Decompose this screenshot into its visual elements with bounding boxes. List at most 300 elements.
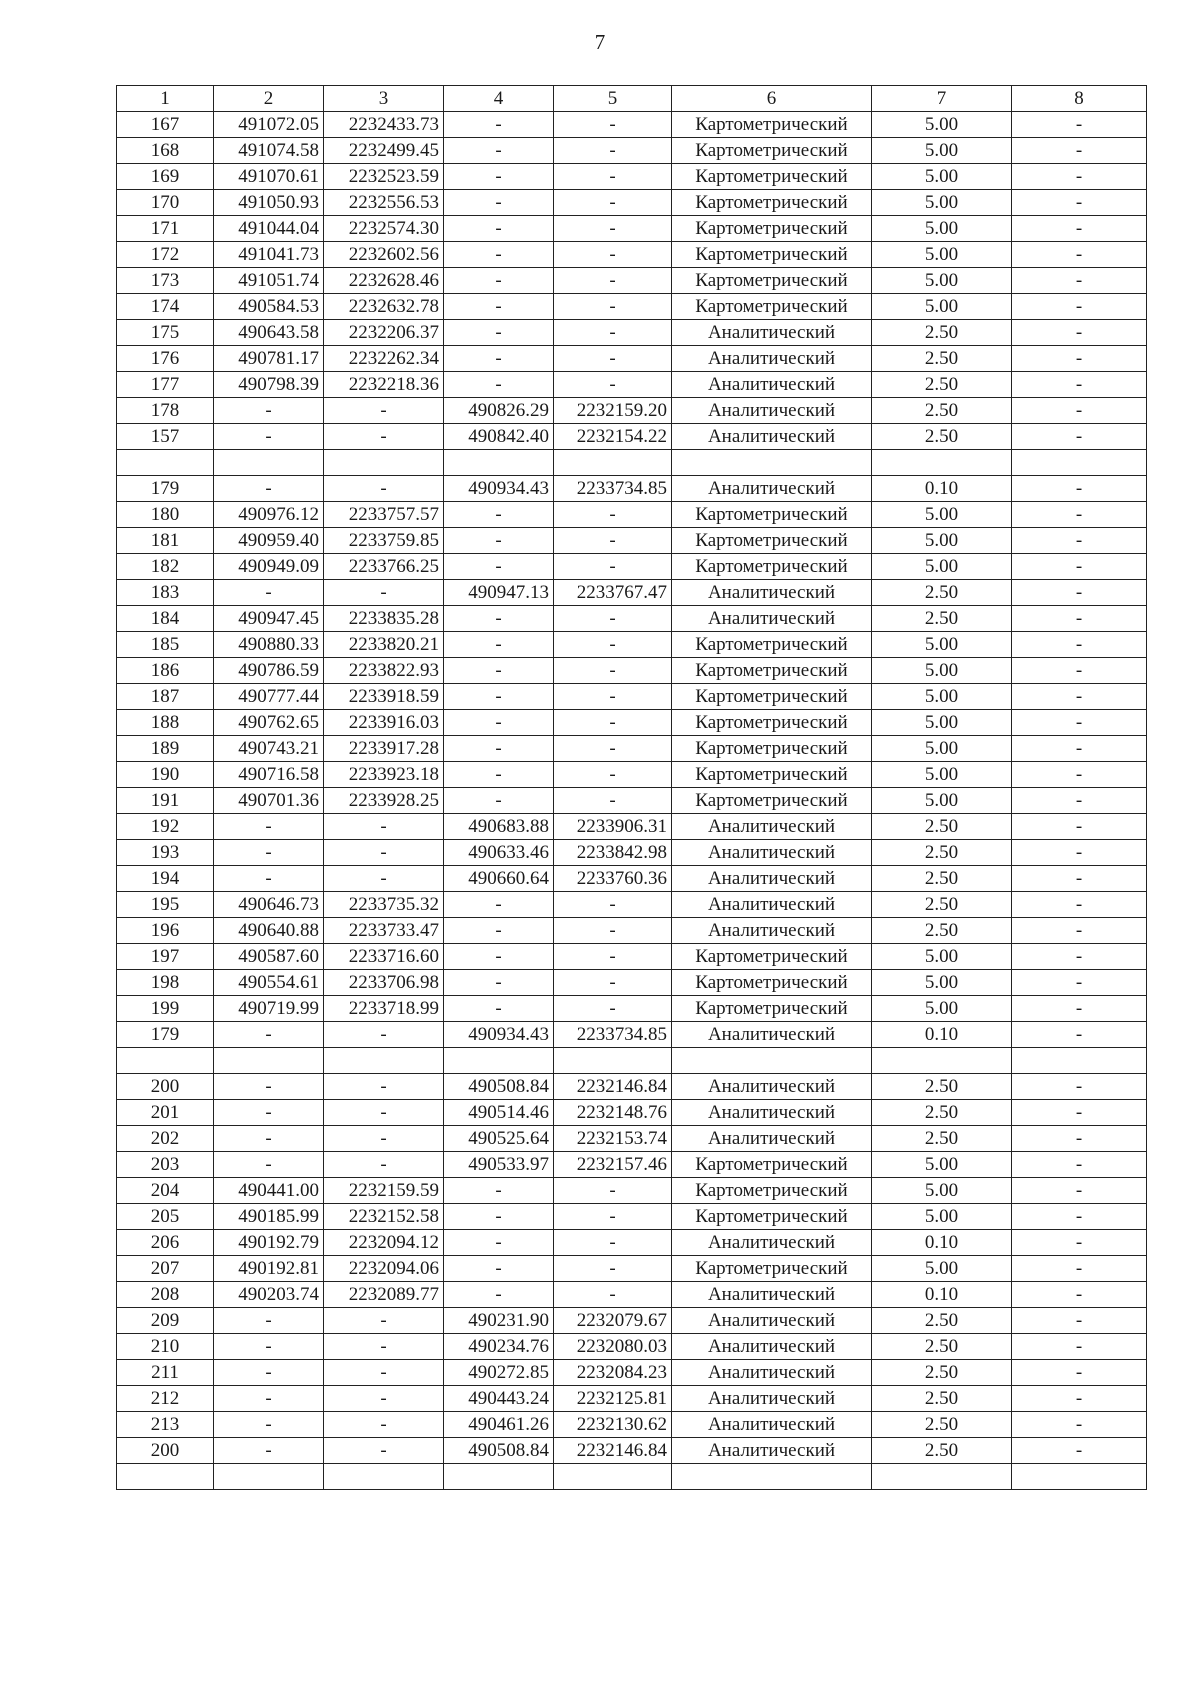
- table-cell: 5.00: [872, 528, 1012, 554]
- table-row: [117, 138, 1147, 164]
- table-cell: [1012, 1048, 1147, 1074]
- table-cell: 204: [117, 1178, 214, 1204]
- table-row: [117, 112, 1147, 138]
- table-row: [117, 398, 1147, 424]
- column-header-3: 3: [324, 86, 444, 112]
- table-row: [117, 372, 1147, 398]
- table-cell: 2.50: [872, 1412, 1012, 1438]
- table-cell: 490781.17: [214, 346, 324, 372]
- table-cell: -: [324, 866, 444, 892]
- column-header-7: 7: [872, 86, 1012, 112]
- table-cell: Картометрический: [672, 632, 872, 658]
- table-cell: -: [444, 216, 554, 242]
- table-cell: 2232632.78: [324, 294, 444, 320]
- table-cell: -: [1012, 684, 1147, 710]
- table-cell: Картометрический: [672, 528, 872, 554]
- table-cell: 2232159.20: [554, 398, 672, 424]
- table-cell: 490514.46: [444, 1100, 554, 1126]
- table-cell: -: [1012, 346, 1147, 372]
- table-cell: -: [444, 892, 554, 918]
- table-row: [117, 554, 1147, 580]
- table-cell: -: [214, 1360, 324, 1386]
- table-cell: -: [554, 268, 672, 294]
- table-cell: -: [214, 580, 324, 606]
- table-cell: 490949.09: [214, 554, 324, 580]
- table-cell: 2232079.67: [554, 1308, 672, 1334]
- table-cell: 490633.46: [444, 840, 554, 866]
- table-cell: -: [214, 1022, 324, 1048]
- table-cell: -: [1012, 710, 1147, 736]
- table-cell: 2232146.84: [554, 1438, 672, 1464]
- table-cell: [117, 1048, 214, 1074]
- table-cell: 2232602.56: [324, 242, 444, 268]
- table-row: [117, 580, 1147, 606]
- table-row: [117, 1386, 1147, 1412]
- table-cell: 5.00: [872, 658, 1012, 684]
- table-cell: Аналитический: [672, 1412, 872, 1438]
- table-cell: [444, 1048, 554, 1074]
- table-cell: -: [214, 840, 324, 866]
- table-cell: Аналитический: [672, 606, 872, 632]
- table-cell: -: [444, 320, 554, 346]
- table-cell: 2233706.98: [324, 970, 444, 996]
- table-cell: Аналитический: [672, 1126, 872, 1152]
- table-cell: [672, 450, 872, 476]
- column-header-5: 5: [554, 86, 672, 112]
- table-cell: -: [1012, 372, 1147, 398]
- table-row: [117, 1074, 1147, 1100]
- table-cell: -: [1012, 866, 1147, 892]
- table-cell: Аналитический: [672, 1308, 872, 1334]
- table-cell: 2233918.59: [324, 684, 444, 710]
- table-cell: 212: [117, 1386, 214, 1412]
- table-cell: 490716.58: [214, 762, 324, 788]
- table-cell: -: [444, 112, 554, 138]
- table-row: [117, 1282, 1147, 1308]
- table-cell: 211: [117, 1360, 214, 1386]
- table-cell: 2233842.98: [554, 840, 672, 866]
- table-cell: -: [554, 710, 672, 736]
- table-cell: -: [554, 918, 672, 944]
- table-row: [117, 658, 1147, 684]
- table-cell: Картометрический: [672, 684, 872, 710]
- table-cell: -: [1012, 1412, 1147, 1438]
- table-cell: Картометрический: [672, 944, 872, 970]
- table-row: [117, 1412, 1147, 1438]
- table-cell: 2233906.31: [554, 814, 672, 840]
- table-cell: 5.00: [872, 1152, 1012, 1178]
- table-cell: 179: [117, 476, 214, 502]
- table-cell: 2233760.36: [554, 866, 672, 892]
- table-row: [117, 866, 1147, 892]
- table-cell: 2233757.57: [324, 502, 444, 528]
- table-row: [117, 502, 1147, 528]
- table-cell: 213: [117, 1412, 214, 1438]
- table-cell: -: [1012, 528, 1147, 554]
- table-cell: -: [324, 1022, 444, 1048]
- table-cell: -: [444, 1256, 554, 1282]
- table-cell: -: [324, 1152, 444, 1178]
- table-cell: 2.50: [872, 814, 1012, 840]
- table-cell: -: [554, 684, 672, 710]
- table-cell: [872, 1464, 1012, 1490]
- table-cell: -: [554, 138, 672, 164]
- table-row: [117, 1308, 1147, 1334]
- table-row: [117, 320, 1147, 346]
- table-cell: -: [444, 970, 554, 996]
- table-cell: 196: [117, 918, 214, 944]
- table-cell: 491070.61: [214, 164, 324, 190]
- table-cell: 5.00: [872, 684, 1012, 710]
- table-cell: -: [554, 242, 672, 268]
- table-cell: [444, 450, 554, 476]
- table-cell: 2.50: [872, 398, 1012, 424]
- table-cell: Картометрический: [672, 788, 872, 814]
- column-header-2: 2: [214, 86, 324, 112]
- table-cell: 490743.21: [214, 736, 324, 762]
- table-row: [117, 788, 1147, 814]
- table-cell: 168: [117, 138, 214, 164]
- table-cell: -: [554, 970, 672, 996]
- table-cell: Картометрический: [672, 1152, 872, 1178]
- table-cell: -: [554, 632, 672, 658]
- table-cell: 2.50: [872, 1386, 1012, 1412]
- table-cell: Картометрический: [672, 164, 872, 190]
- table-cell: -: [214, 1074, 324, 1100]
- column-header-6: 6: [672, 86, 872, 112]
- table-cell: 2233928.25: [324, 788, 444, 814]
- table-cell: 2232089.77: [324, 1282, 444, 1308]
- table-cell: -: [1012, 632, 1147, 658]
- table-cell: 2.50: [872, 840, 1012, 866]
- table-cell: -: [1012, 892, 1147, 918]
- table-cell: -: [554, 164, 672, 190]
- table-cell: Аналитический: [672, 346, 872, 372]
- table-cell: [672, 1464, 872, 1490]
- table-cell: Картометрический: [672, 970, 872, 996]
- table-cell: 5.00: [872, 710, 1012, 736]
- table-cell: 2232433.73: [324, 112, 444, 138]
- table-cell: -: [1012, 1438, 1147, 1464]
- table-cell: -: [1012, 814, 1147, 840]
- table-cell: Картометрический: [672, 190, 872, 216]
- table-cell: -: [214, 1126, 324, 1152]
- table-cell: -: [1012, 736, 1147, 762]
- table-row: [117, 814, 1147, 840]
- table-cell: 491050.93: [214, 190, 324, 216]
- table-cell: 2233718.99: [324, 996, 444, 1022]
- table-cell: Картометрический: [672, 242, 872, 268]
- table-cell: -: [1012, 1100, 1147, 1126]
- table-cell: 5.00: [872, 762, 1012, 788]
- table-cell: [554, 1464, 672, 1490]
- table-cell: -: [1012, 840, 1147, 866]
- table-cell: 190: [117, 762, 214, 788]
- table-row: [117, 1438, 1147, 1464]
- table-cell: 2.50: [872, 892, 1012, 918]
- table-cell: [324, 1464, 444, 1490]
- table-cell: Аналитический: [672, 424, 872, 450]
- table-cell: Аналитический: [672, 1100, 872, 1126]
- table-cell: 490646.73: [214, 892, 324, 918]
- table-cell: -: [444, 528, 554, 554]
- table-cell: -: [554, 216, 672, 242]
- table-cell: 2.50: [872, 320, 1012, 346]
- table-cell: -: [554, 1230, 672, 1256]
- table-cell: -: [1012, 242, 1147, 268]
- table-cell: -: [554, 528, 672, 554]
- table-row: [117, 1100, 1147, 1126]
- table-cell: -: [1012, 424, 1147, 450]
- table-cell: 490192.81: [214, 1256, 324, 1282]
- table-cell: 5.00: [872, 788, 1012, 814]
- table-cell: 5.00: [872, 632, 1012, 658]
- table-cell: 2232262.34: [324, 346, 444, 372]
- table-cell: Аналитический: [672, 580, 872, 606]
- table-cell: Картометрический: [672, 294, 872, 320]
- table-cell: -: [444, 372, 554, 398]
- table-cell: 210: [117, 1334, 214, 1360]
- table-cell: -: [214, 1100, 324, 1126]
- blank-separator-row: [117, 1464, 1147, 1490]
- table-cell: -: [554, 606, 672, 632]
- table-cell: 490701.36: [214, 788, 324, 814]
- table-cell: Аналитический: [672, 1386, 872, 1412]
- table-cell: 2232628.46: [324, 268, 444, 294]
- table-cell: 157: [117, 424, 214, 450]
- table-cell: Аналитический: [672, 372, 872, 398]
- table-cell: 2.50: [872, 372, 1012, 398]
- table-cell: -: [1012, 580, 1147, 606]
- table-row: [117, 710, 1147, 736]
- table-cell: -: [1012, 1126, 1147, 1152]
- table-cell: 490842.40: [444, 424, 554, 450]
- table-cell: 490231.90: [444, 1308, 554, 1334]
- table-cell: -: [444, 164, 554, 190]
- table-cell: 2232130.62: [554, 1412, 672, 1438]
- table-row: [117, 762, 1147, 788]
- table-cell: -: [1012, 996, 1147, 1022]
- table-cell: 2232152.58: [324, 1204, 444, 1230]
- table-cell: -: [214, 814, 324, 840]
- table-cell: [324, 1048, 444, 1074]
- table-cell: 2232084.23: [554, 1360, 672, 1386]
- table-cell: -: [214, 476, 324, 502]
- table-cell: 490203.74: [214, 1282, 324, 1308]
- table-cell: -: [324, 398, 444, 424]
- table-cell: 490947.45: [214, 606, 324, 632]
- table-row: [117, 1126, 1147, 1152]
- table-cell: -: [1012, 138, 1147, 164]
- table-cell: 490643.58: [214, 320, 324, 346]
- table-cell: [872, 1048, 1012, 1074]
- table-cell: -: [554, 346, 672, 372]
- table-cell: 202: [117, 1126, 214, 1152]
- table-row: [117, 632, 1147, 658]
- table-cell: -: [444, 502, 554, 528]
- table-cell: 2233735.32: [324, 892, 444, 918]
- table-cell: 0.10: [872, 476, 1012, 502]
- table-cell: -: [1012, 606, 1147, 632]
- table-cell: 2232574.30: [324, 216, 444, 242]
- table-cell: -: [554, 502, 672, 528]
- table-cell: -: [554, 1178, 672, 1204]
- table-cell: Картометрический: [672, 216, 872, 242]
- table-body: [117, 112, 1147, 1490]
- table-cell: -: [554, 372, 672, 398]
- table-cell: -: [554, 112, 672, 138]
- table-cell: 5.00: [872, 138, 1012, 164]
- blank-separator-row: [117, 1048, 1147, 1074]
- table-cell: Картометрический: [672, 112, 872, 138]
- table-cell: 208: [117, 1282, 214, 1308]
- table-cell: 181: [117, 528, 214, 554]
- table-cell: 2232159.59: [324, 1178, 444, 1204]
- table-row: [117, 944, 1147, 970]
- table-cell: -: [1012, 294, 1147, 320]
- table-cell: -: [324, 1412, 444, 1438]
- table-cell: [444, 1464, 554, 1490]
- table-row: [117, 684, 1147, 710]
- table-cell: 2233716.60: [324, 944, 444, 970]
- table-cell: 2233759.85: [324, 528, 444, 554]
- table-cell: -: [444, 1230, 554, 1256]
- table-cell: 179: [117, 1022, 214, 1048]
- table-cell: 2232556.53: [324, 190, 444, 216]
- table-cell: 2232218.36: [324, 372, 444, 398]
- table-cell: 490660.64: [444, 866, 554, 892]
- table-row: [117, 1360, 1147, 1386]
- table-cell: -: [214, 1334, 324, 1360]
- table-cell: -: [1012, 112, 1147, 138]
- table-cell: -: [444, 632, 554, 658]
- table-cell: 490777.44: [214, 684, 324, 710]
- table-cell: -: [444, 736, 554, 762]
- table-cell: 490584.53: [214, 294, 324, 320]
- table-row: [117, 424, 1147, 450]
- table-cell: -: [554, 996, 672, 1022]
- table-cell: 201: [117, 1100, 214, 1126]
- table-cell: 2232157.46: [554, 1152, 672, 1178]
- table-cell: -: [324, 1334, 444, 1360]
- table-cell: 490508.84: [444, 1438, 554, 1464]
- table-cell: [554, 450, 672, 476]
- table-cell: -: [444, 918, 554, 944]
- table-cell: Аналитический: [672, 866, 872, 892]
- column-header-1: 1: [117, 86, 214, 112]
- table-cell: -: [1012, 1230, 1147, 1256]
- table-row: [117, 1152, 1147, 1178]
- table-cell: -: [1012, 658, 1147, 684]
- table-row: [117, 190, 1147, 216]
- table-cell: 2232206.37: [324, 320, 444, 346]
- table-cell: 490640.88: [214, 918, 324, 944]
- blank-separator-row: [117, 450, 1147, 476]
- table-cell: -: [554, 658, 672, 684]
- table-cell: 2233835.28: [324, 606, 444, 632]
- table-cell: 490587.60: [214, 944, 324, 970]
- table-cell: -: [1012, 398, 1147, 424]
- table-cell: 0.10: [872, 1022, 1012, 1048]
- table-cell: -: [1012, 554, 1147, 580]
- table-cell: Картометрический: [672, 762, 872, 788]
- table-row: [117, 1334, 1147, 1360]
- table-cell: -: [1012, 1178, 1147, 1204]
- table-cell: 192: [117, 814, 214, 840]
- table-cell: Аналитический: [672, 1230, 872, 1256]
- table-cell: Картометрический: [672, 138, 872, 164]
- table-cell: 2.50: [872, 1100, 1012, 1126]
- table-cell: 491041.73: [214, 242, 324, 268]
- table-row: [117, 892, 1147, 918]
- table-cell: 490719.99: [214, 996, 324, 1022]
- table-cell: 177: [117, 372, 214, 398]
- table-row: [117, 528, 1147, 554]
- table-cell: -: [444, 996, 554, 1022]
- table-cell: 490508.84: [444, 1074, 554, 1100]
- table-cell: -: [444, 606, 554, 632]
- table-cell: 490234.76: [444, 1334, 554, 1360]
- table-cell: -: [444, 242, 554, 268]
- table-cell: 167: [117, 112, 214, 138]
- table-cell: 2233766.25: [324, 554, 444, 580]
- table-cell: 2233820.21: [324, 632, 444, 658]
- table-cell: [117, 1464, 214, 1490]
- table-cell: 5.00: [872, 1178, 1012, 1204]
- table-row: [117, 242, 1147, 268]
- table-cell: 2.50: [872, 1308, 1012, 1334]
- table-cell: 5.00: [872, 1256, 1012, 1282]
- table-cell: 172: [117, 242, 214, 268]
- table-cell: -: [324, 476, 444, 502]
- table-cell: 189: [117, 736, 214, 762]
- table-cell: 490441.00: [214, 1178, 324, 1204]
- table-cell: 2232125.81: [554, 1386, 672, 1412]
- table-cell: 195: [117, 892, 214, 918]
- table-cell: -: [214, 424, 324, 450]
- table-cell: 193: [117, 840, 214, 866]
- table-cell: 490880.33: [214, 632, 324, 658]
- table-cell: 2.50: [872, 866, 1012, 892]
- table-cell: 2233767.47: [554, 580, 672, 606]
- table-row: [117, 1022, 1147, 1048]
- table-cell: -: [554, 944, 672, 970]
- table-cell: Аналитический: [672, 918, 872, 944]
- table-cell: -: [444, 346, 554, 372]
- table-cell: 2233734.85: [554, 476, 672, 502]
- table-cell: 491074.58: [214, 138, 324, 164]
- table-cell: -: [554, 1204, 672, 1230]
- table-cell: 2.50: [872, 1126, 1012, 1152]
- table-cell: 2.50: [872, 580, 1012, 606]
- table-cell: Аналитический: [672, 320, 872, 346]
- table-cell: 491051.74: [214, 268, 324, 294]
- table-cell: -: [1012, 1282, 1147, 1308]
- table-cell: -: [214, 1152, 324, 1178]
- table-cell: -: [214, 1412, 324, 1438]
- table-cell: -: [1012, 1308, 1147, 1334]
- table-cell: 5.00: [872, 996, 1012, 1022]
- table-cell: Картометрический: [672, 1178, 872, 1204]
- table-cell: 2232094.06: [324, 1256, 444, 1282]
- table-cell: 5.00: [872, 190, 1012, 216]
- table-cell: -: [444, 190, 554, 216]
- table-cell: -: [1012, 1152, 1147, 1178]
- table-cell: -: [1012, 1204, 1147, 1230]
- table-cell: Аналитический: [672, 1334, 872, 1360]
- table-cell: [872, 450, 1012, 476]
- table-cell: 5.00: [872, 112, 1012, 138]
